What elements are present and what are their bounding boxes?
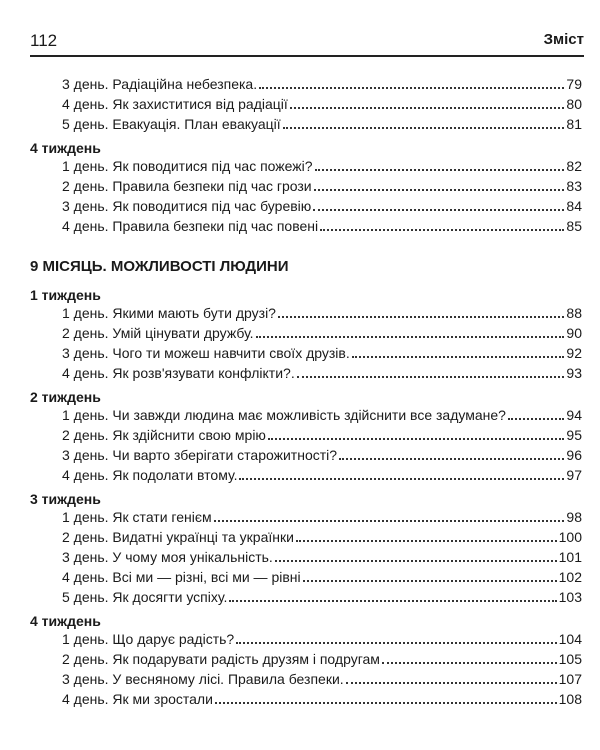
toc-entry-page: 108 xyxy=(558,691,582,707)
toc-entry-page: 107 xyxy=(558,671,582,687)
toc-leader xyxy=(268,438,564,440)
toc-entry-page: 83 xyxy=(566,178,582,194)
toc-entry[interactable] xyxy=(62,407,582,425)
toc-leader xyxy=(352,356,565,358)
toc-entry-page: 92 xyxy=(566,345,582,361)
toc-leader xyxy=(382,662,557,664)
toc-entry-page: 81 xyxy=(566,116,582,132)
toc-entry[interactable] xyxy=(62,549,582,567)
toc-entry[interactable] xyxy=(62,447,582,465)
page-number: 112 xyxy=(30,31,58,50)
week-heading: 4 тиждень xyxy=(30,140,101,156)
toc-entry-page: 101 xyxy=(558,549,582,565)
toc-entry[interactable] xyxy=(62,158,582,176)
toc-entry-page: 85 xyxy=(566,218,582,234)
toc-entry[interactable] xyxy=(62,218,582,236)
toc-entry-text: 2 день. Як подарувати радість друзям і подругам xyxy=(62,651,380,667)
toc-entry-page: 102 xyxy=(558,569,582,585)
toc-entry-page: 88 xyxy=(566,305,582,321)
toc-leader xyxy=(320,229,564,231)
toc-entry-text: 4 день. Як розв'язувати конфлікти?. xyxy=(62,365,295,381)
toc-leader xyxy=(290,107,565,109)
toc-entry-text: 2 день. Як здійснити свою мрію xyxy=(62,427,266,443)
toc-entry[interactable] xyxy=(62,467,582,485)
toc-leader xyxy=(296,540,557,542)
toc-leader xyxy=(259,87,564,89)
toc-entry[interactable] xyxy=(62,178,582,196)
week-heading: 3 тиждень xyxy=(30,491,101,507)
toc-leader xyxy=(236,642,556,644)
toc-entry[interactable] xyxy=(62,651,582,669)
toc-entry-text: 2 день. Видатні українці та українки xyxy=(62,529,294,545)
toc-entry-page: 93 xyxy=(566,365,582,381)
toc-entry-text: 1 день. Як стати генієм xyxy=(62,509,212,525)
toc-entry[interactable] xyxy=(62,305,582,323)
toc-entry-page: 80 xyxy=(566,96,582,112)
toc-leader xyxy=(313,209,564,211)
toc-leader xyxy=(315,169,565,171)
toc-entry-text: 3 день. Чого ти можеш навчити своїх друзів. xyxy=(62,345,350,361)
toc-entry-page: 98 xyxy=(566,509,582,525)
week-heading: 2 тиждень xyxy=(30,389,101,405)
toc-entry-page: 96 xyxy=(566,447,582,463)
toc-entry-text: 2 день. Правила безпеки під час грози xyxy=(62,178,312,194)
week-heading: 4 тиждень xyxy=(30,613,101,629)
toc-entry-page: 97 xyxy=(566,467,582,483)
toc-entry-text: 3 день. Чи варто зберігати старожитності? xyxy=(62,447,338,463)
toc-entry[interactable] xyxy=(62,631,582,649)
toc-entry-text: 2 день. Умій цінувати дружбу. xyxy=(62,325,254,341)
toc-entry[interactable] xyxy=(62,76,582,94)
toc-entry[interactable] xyxy=(62,529,582,547)
toc-entry[interactable] xyxy=(62,365,582,383)
toc-leader xyxy=(339,458,564,460)
toc-entry-text: 1 день. Як поводитися під час пожежі? xyxy=(62,158,313,174)
toc-entry-text: 4 день. Правила безпеки під час повені xyxy=(62,218,319,234)
toc-entry-page: 90 xyxy=(566,325,582,341)
toc-leader xyxy=(215,702,557,704)
toc-entry[interactable] xyxy=(62,589,582,607)
toc-entry[interactable] xyxy=(62,345,582,363)
toc-entry[interactable] xyxy=(62,569,582,587)
toc-entry-text: 1 день. Якими мають бути друзі? xyxy=(62,305,276,321)
toc-leader xyxy=(314,189,565,191)
toc-entry-text: 1 день. Що дарує радість? xyxy=(62,631,235,647)
toc-leader xyxy=(283,127,565,129)
toc-entry[interactable] xyxy=(62,691,582,709)
toc-leader xyxy=(297,376,565,378)
toc-leader xyxy=(256,336,565,338)
toc-entry-text: 1 день. Чи завжди людина має можливість здійснити все задумане? xyxy=(62,407,506,423)
toc-entry[interactable] xyxy=(62,325,582,343)
toc-entry-page: 104 xyxy=(558,631,582,647)
toc-entry-text: 4 день. Як подолати втому. xyxy=(62,467,238,483)
toc-entry-text: 4 день. Як ми зростали xyxy=(62,691,213,707)
toc-entry-text: 4 день. Всі ми — різні, всі ми — рівні xyxy=(62,569,301,585)
toc-entry-text: 5 день. Як досягти успіху. xyxy=(62,589,228,605)
toc-entry-text: 4 день. Як захиститися від радіації xyxy=(62,96,288,112)
toc-entry-text: 3 день. У весняному лісі. Правила безпеки. xyxy=(62,671,344,687)
toc-entry[interactable] xyxy=(62,509,582,527)
toc-entry-page: 84 xyxy=(566,198,582,214)
toc-entry[interactable] xyxy=(62,427,582,445)
toc-entry-text: 3 день. Як поводитися під час буревію xyxy=(62,198,312,214)
toc-entry-text: 5 день. Евакуація. План евакуації xyxy=(62,116,281,132)
toc-leader xyxy=(303,580,557,582)
toc-leader xyxy=(346,682,557,684)
toc-leader xyxy=(229,600,556,602)
toc-entry-page: 79 xyxy=(566,76,582,92)
toc-entry-page: 100 xyxy=(558,529,582,545)
toc-entry-page: 105 xyxy=(558,651,582,667)
toc-leader xyxy=(275,560,557,562)
toc-entry[interactable] xyxy=(62,198,582,216)
toc-entry[interactable] xyxy=(62,671,582,689)
toc-leader xyxy=(508,418,564,420)
section-title: 9 МІСЯЦЬ. МОЖЛИВОСТІ ЛЮДИНИ xyxy=(30,258,289,275)
toc-entry-page: 95 xyxy=(566,427,582,443)
toc-leader xyxy=(278,316,564,318)
toc-entry-text: 3 день. Радіаційна небезпека. xyxy=(62,76,258,92)
toc-entry-text: 3 день. У чому моя унікальність. xyxy=(62,549,273,565)
toc-leader xyxy=(239,478,564,480)
toc-entry[interactable] xyxy=(62,116,582,134)
toc-entry-page: 103 xyxy=(558,589,582,605)
toc-entry-page: 82 xyxy=(566,158,582,174)
toc-leader xyxy=(214,520,565,522)
toc-entry-page: 94 xyxy=(566,407,582,423)
running-title: Зміст xyxy=(543,31,584,48)
toc-entry[interactable] xyxy=(62,96,582,114)
week-heading: 1 тиждень xyxy=(30,287,101,303)
